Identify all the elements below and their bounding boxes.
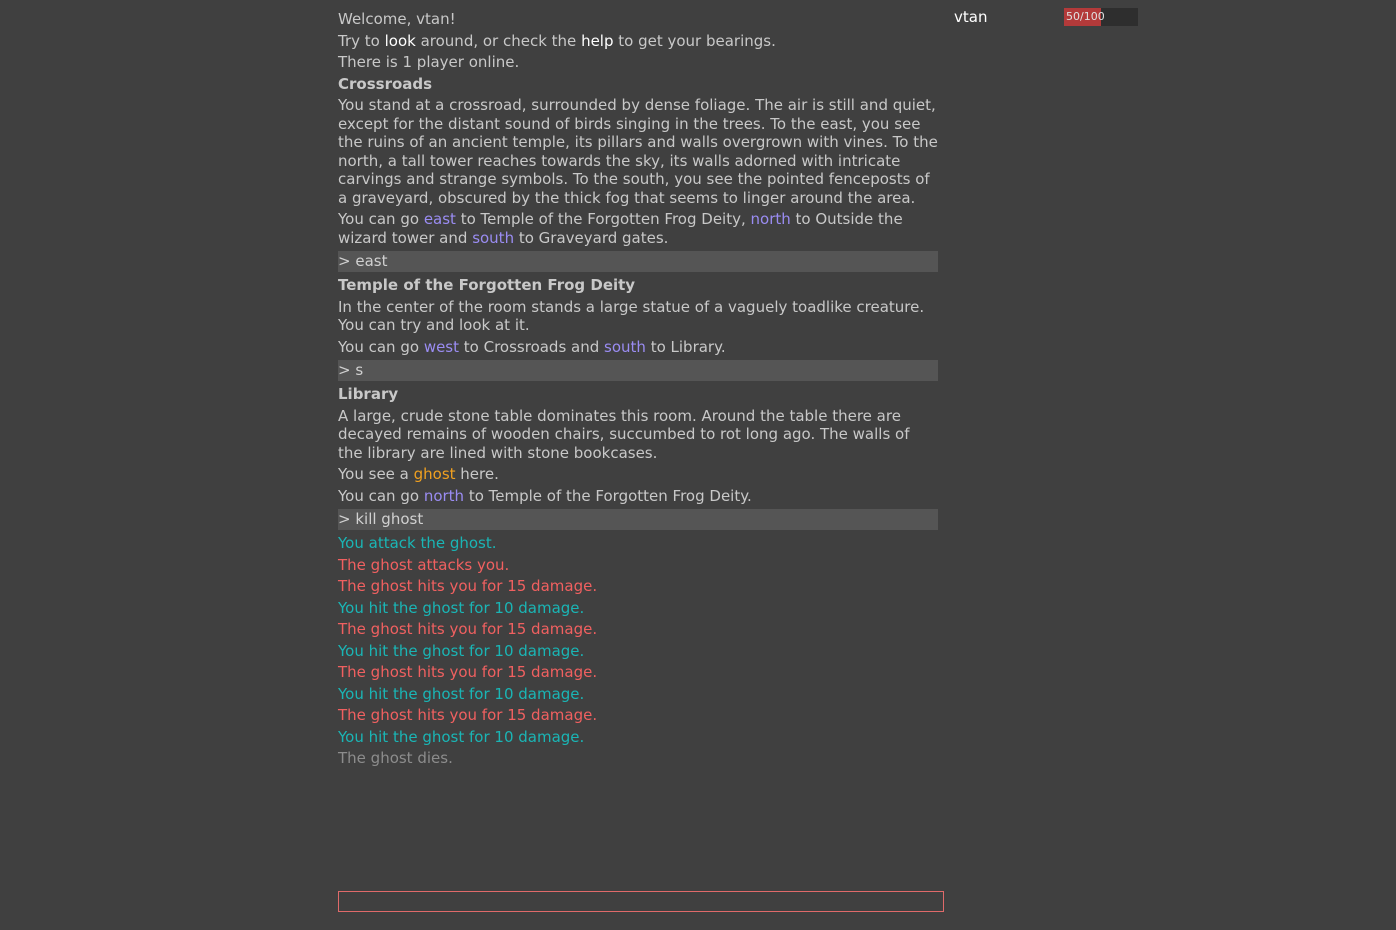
players-online: There is 1 player online. [338, 53, 520, 71]
combat-message: The ghost hits you for 15 damage. [338, 577, 598, 595]
exits-text: to Library. [645, 337, 726, 356]
hp-label: 50/100 [1066, 10, 1105, 23]
exits-text: to Temple of the Forgotten Frog Deity. [464, 486, 752, 505]
welcome-message: Welcome, vtan! [338, 10, 456, 28]
exits-text: You can go [338, 337, 424, 356]
help-hint-text: to get your bearings. [613, 31, 776, 50]
exits-text: to Temple of the Forgotten Frog Deity, [455, 210, 751, 228]
room-description-library: A large, crude stone table dominates this room. Around the table there are decayed remains of wooden chairs, succumbed to rot long ago. The walls of the library are lined with stone bookcases. [338, 406, 910, 462]
room-description-crossroads: You stand at a crossroad, surrounded by dense foliage. The air is still and quiet, except for the distant sound of birds singing in the trees. To the east, you see the ruins of an ancient temple, its pillars and walls overgrown with vines. To the north, a tall tower reaches towards the sky, its walls adorned with intricate carvings and strange symbols. To the south, you see the pointed fenceposts of a graveyard, obscured by the thick fog that seems to linger around the area. [338, 96, 938, 207]
exits-text: You can go [338, 486, 424, 505]
room-title-crossroads: Crossroads [338, 74, 433, 93]
exit-south-link[interactable]: south [472, 228, 515, 247]
room-exits-temple [338, 338, 938, 357]
game-log [338, 10, 938, 771]
occupants-text: here. [455, 465, 499, 483]
combat-message: The ghost hits you for 15 damage. [338, 706, 598, 724]
exit-north-link[interactable]: north [750, 210, 791, 228]
exit-west-link[interactable]: west [423, 337, 460, 356]
combat-message: The ghost dies. [338, 749, 453, 767]
combat-message: The ghost hits you for 15 damage. [338, 663, 598, 681]
command-input[interactable] [338, 891, 944, 912]
exit-north-link[interactable]: north [423, 486, 465, 505]
combat-message: You hit the ghost for 10 damage. [338, 598, 585, 617]
command-echo: > kill ghost [338, 509, 938, 530]
help-link[interactable]: help [581, 31, 614, 50]
exits-text: You can go [338, 210, 424, 228]
exits-text: to Crossroads and [459, 337, 605, 356]
look-link[interactable]: look [384, 31, 416, 50]
combat-message: The ghost hits you for 15 damage. [338, 620, 598, 638]
room-occupants-library [338, 465, 938, 484]
room-description-temple: In the center of the room stands a large statue of a vaguely toadlike creature. You can try and look at it. [338, 297, 925, 334]
exit-south-link[interactable]: south [604, 337, 646, 356]
room-title-temple: Temple of the Forgotten Frog Deity [338, 276, 636, 294]
exits-text: to Graveyard gates. [514, 228, 669, 247]
room-exits-library [338, 487, 938, 506]
command-echo: > east [338, 251, 938, 272]
room-exits-crossroads [338, 210, 938, 247]
help-hint [338, 32, 938, 51]
combat-message: The ghost attacks you. [338, 555, 510, 574]
combat-message: You hit the ghost for 10 damage. [338, 727, 585, 746]
occupants-text: You see a [338, 465, 414, 483]
command-echo: > s [338, 360, 938, 381]
combat-message: You hit the ghost for 10 damage. [338, 641, 585, 660]
exit-east-link[interactable]: east [423, 210, 456, 228]
exits-text: to Outside the wizard tower and [338, 210, 903, 247]
hp-bar [1064, 8, 1138, 26]
combat-message: You attack the ghost. [338, 534, 497, 552]
combat-message: You hit the ghost for 10 damage. [338, 684, 585, 703]
help-hint-text: around, or check the [415, 31, 582, 50]
mob-ghost-link[interactable]: ghost [413, 465, 456, 483]
player-name: vtan [954, 8, 988, 26]
help-hint-text: Try to [338, 31, 385, 50]
room-title-library: Library [338, 385, 399, 403]
